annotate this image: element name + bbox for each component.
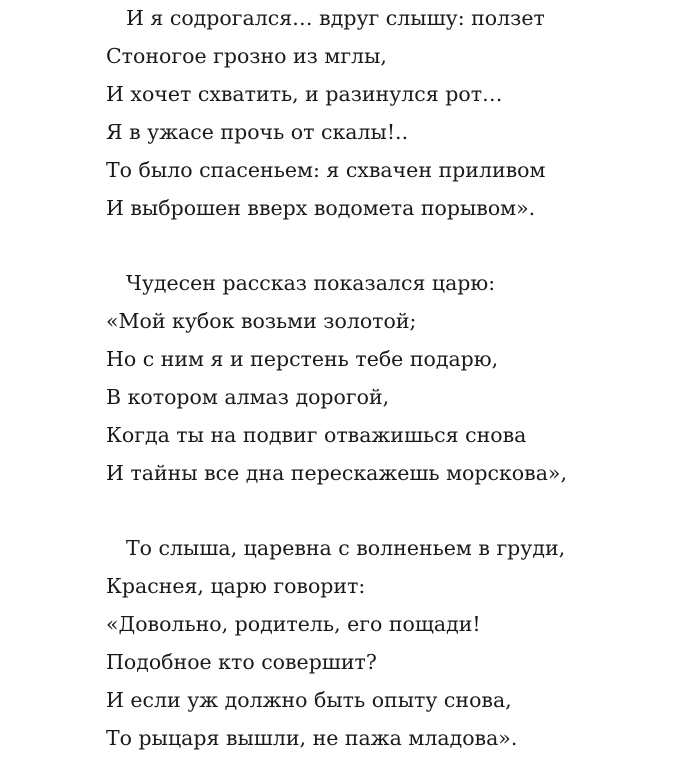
- poem-line: Чудесен рассказ показался царю:: [126, 271, 496, 295]
- stanza-2: [106, 267, 696, 495]
- stanza-3: [106, 532, 696, 760]
- poem-text: [106, 2, 696, 760]
- poem-line: «Мой кубок возьми золотой;: [106, 309, 417, 333]
- poem-line: Краснея, царю говорит:: [106, 574, 366, 598]
- poem-line: То слыша, царевна с волненьем в груди,: [126, 536, 566, 560]
- stanza-1: [106, 2, 696, 230]
- poem-line: Подобное кто совершит?: [106, 650, 377, 674]
- poem-line: То было спасеньем: я схвачен приливом: [106, 158, 546, 182]
- poem-line: И если уж должно быть опыту снова,: [106, 688, 512, 712]
- poem-line: Я в ужасе прочь от скалы!..: [106, 120, 409, 144]
- poem-line: И я содрогался… вдруг слышу: ползет: [126, 6, 545, 30]
- poem-line: Стоногое грозно из мглы,: [106, 44, 387, 68]
- poem-line: И выброшен вверх водомета порывом».: [106, 196, 536, 220]
- poem-line: Но с ним я и перстень тебе подарю,: [106, 347, 499, 371]
- poem-line: И хочет схватить, и разинулся рот…: [106, 82, 503, 106]
- poem-line: То рыцаря вышли, не пажа младова».: [106, 726, 518, 750]
- poem-line: Когда ты на подвиг отважишься снова: [106, 423, 527, 447]
- poem-line: В котором алмаз дорогой,: [106, 385, 390, 409]
- poem-line: И тайны все дна перескажешь морскова»,: [106, 461, 567, 485]
- poem-line: «Довольно, родитель, его пощади!: [106, 612, 481, 636]
